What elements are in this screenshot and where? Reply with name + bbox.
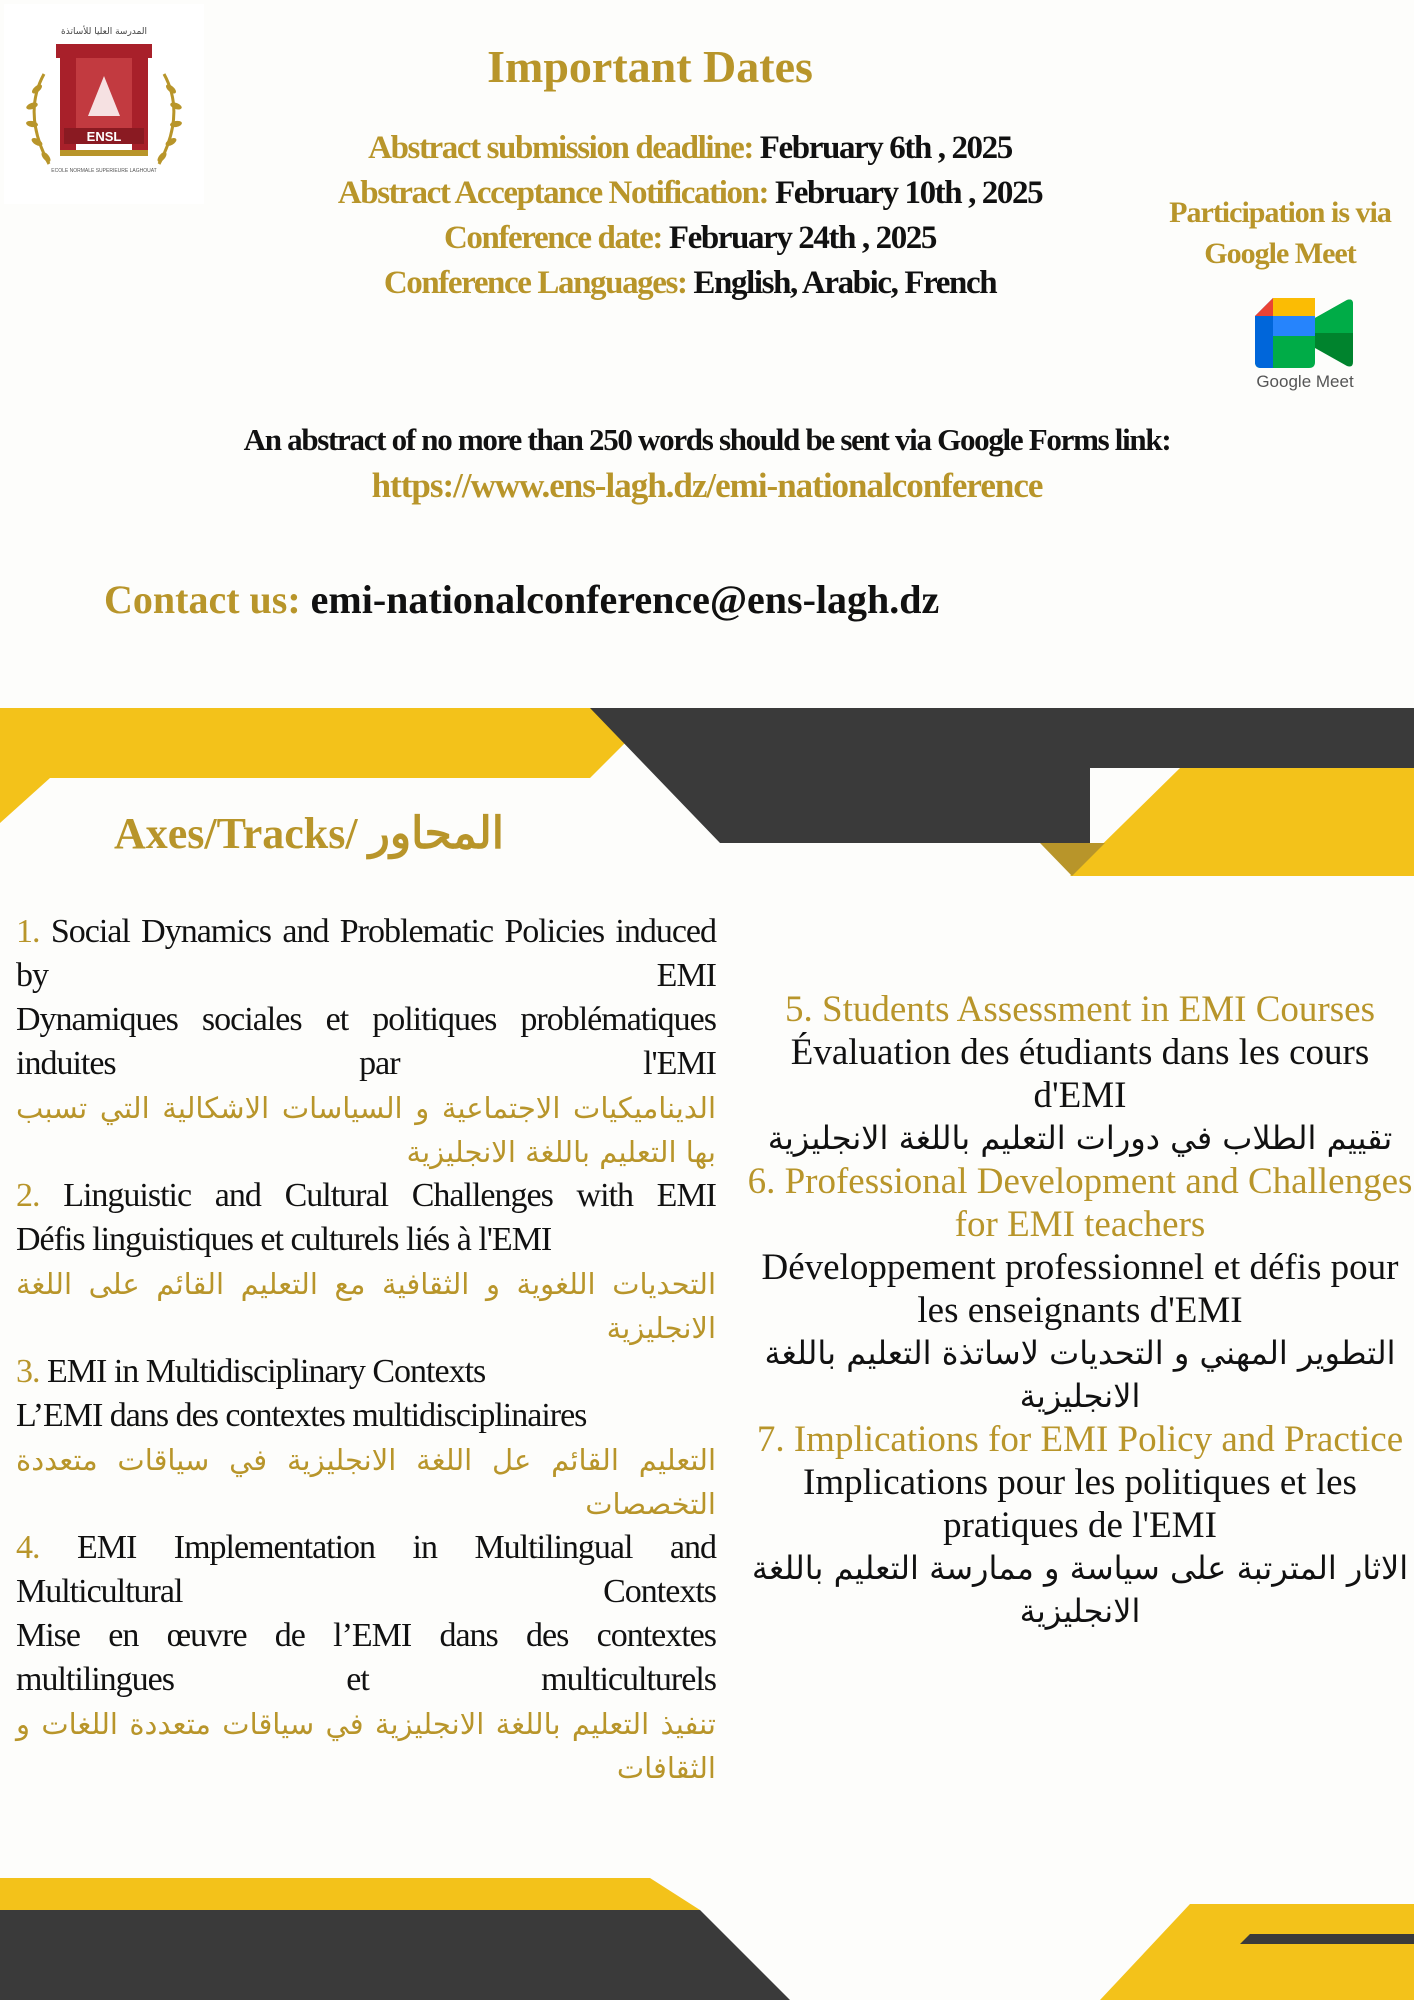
institution-logo [4,4,204,204]
svg-text:المدرسة العليا للأساتذة: المدرسة العليا للأساتذة [61,27,147,37]
date-row [250,171,1130,216]
date-value: February 10th , 2025 [775,175,1043,211]
participation-line: Participation is via [1169,196,1391,229]
track-title-en: 7. Implications for EMI Policy and Practice [756,1419,1404,1460]
track-number: 2. [16,1177,40,1214]
track-number: 3. [16,1353,40,1390]
participation-line: Google Meet [1204,237,1356,270]
date-row [250,261,1130,306]
tracks-right-column [746,988,1414,1633]
track-item [746,1160,1414,1418]
forms-link[interactable]: https://www.ens-lagh.dz/emi-nationalconference [371,466,1043,505]
track-title-en: 1. Social Dynamics and Problematic Policies induced by EMI [16,913,717,994]
track-title-fr: Dynamiques sociales et politiques problématiques induites par l'EMI [16,1001,716,1082]
track-title-en: 4. EMI Implementation in Multilingual and Multicultural Contexts [16,1529,717,1610]
track-number: 1. [16,913,40,950]
tracks-left-column [16,910,716,1790]
contact-email[interactable]: emi-nationalconference@ens-lagh.dz [310,577,940,622]
participation-note [1150,192,1410,274]
google-meet-icon [1255,296,1355,376]
date-value: February 6th , 2025 [759,130,1012,166]
date-label: Abstract Acceptance Notification: [337,175,769,211]
tracks-heading: Axes/Tracks/ المحاور [114,809,504,858]
track-item [16,910,716,1174]
track-title-ar: التعليم القائم عل اللغة الانجليزية في سياقات متعددة التخصصات [16,1443,716,1521]
important-dates [250,126,1130,306]
track-title-fr: L’EMI dans des contextes multidisciplinaires [16,1397,587,1434]
track-title-fr: Développement professionnel et défis pour les enseignants d'EMI [761,1247,1399,1331]
track-title-ar: الديناميكيات الاجتماعية و السياسات الاشكالية التي تسبب بها التعليم باللغة الانجليزية [16,1091,716,1169]
contact-line [104,576,939,623]
date-row [250,216,1130,261]
track-item [746,1418,1414,1633]
track-title-en: 2. Linguistic and Cultural Challenges with EMI [16,1177,716,1214]
track-title-fr: Évaluation des étudiants dans les cours d'EMI [790,1032,1370,1116]
decorative-band-bottom [0,1874,1414,2000]
track-title-en: 5. Students Assessment in EMI Courses [785,989,1375,1030]
track-title-fr: Implications pour les politiques et les pratiques de l'EMI [803,1462,1357,1546]
track-item [16,1526,716,1790]
track-title-fr: Mise en œuvre de l’EMI dans des contextes multilingues et multiculturels [16,1617,716,1698]
track-title-ar: التطوير المهني و التحديات لاساتذة التعليم باللغة الانجليزية [764,1334,1396,1415]
date-label: Conference date: [443,220,662,256]
date-label: Conference Languages: [383,265,687,301]
date-row [250,126,1130,171]
contact-label: Contact us: [104,577,301,622]
abstract-instructions: An abstract of no more than 250 words should be sent via Google Forms link: [243,422,1171,457]
date-label: Abstract submission deadline: [368,130,753,166]
track-title-fr: Défis linguistiques et culturels liés à l'EMI [16,1221,552,1258]
track-item [746,988,1414,1160]
logo-caption: ECOLE NORMALE SUPERIEURE LAGHOUAT [51,168,157,174]
date-value: English, Arabic, French [693,265,997,301]
logo-label: ENSL [86,129,122,144]
track-item [16,1350,716,1526]
page-title: Important Dates [487,41,813,92]
track-item [16,1174,716,1350]
track-title-ar: التحديات اللغوية و الثقافية مع التعليم القائم على اللغة الانجليزية [16,1267,716,1345]
date-value: February 24th , 2025 [668,220,936,256]
track-title-ar: تنفيذ التعليم باللغة الانجليزية في سياقات متعددة اللغات و الثقافات [16,1707,716,1785]
track-title-ar: تقييم الطلاب في دورات التعليم باللغة الانجليزية [767,1119,1393,1157]
track-title-en: 6. Professional Development and Challenges for EMI teachers [747,1161,1413,1245]
google-meet-label: Google Meet [1256,372,1354,391]
track-title-en: 3. EMI in Multidisciplinary Contexts [16,1353,486,1390]
track-number: 4. [16,1529,40,1566]
track-title-ar: الاثار المترتبة على سياسة و ممارسة التعليم باللغة الانجليزية [751,1549,1409,1630]
